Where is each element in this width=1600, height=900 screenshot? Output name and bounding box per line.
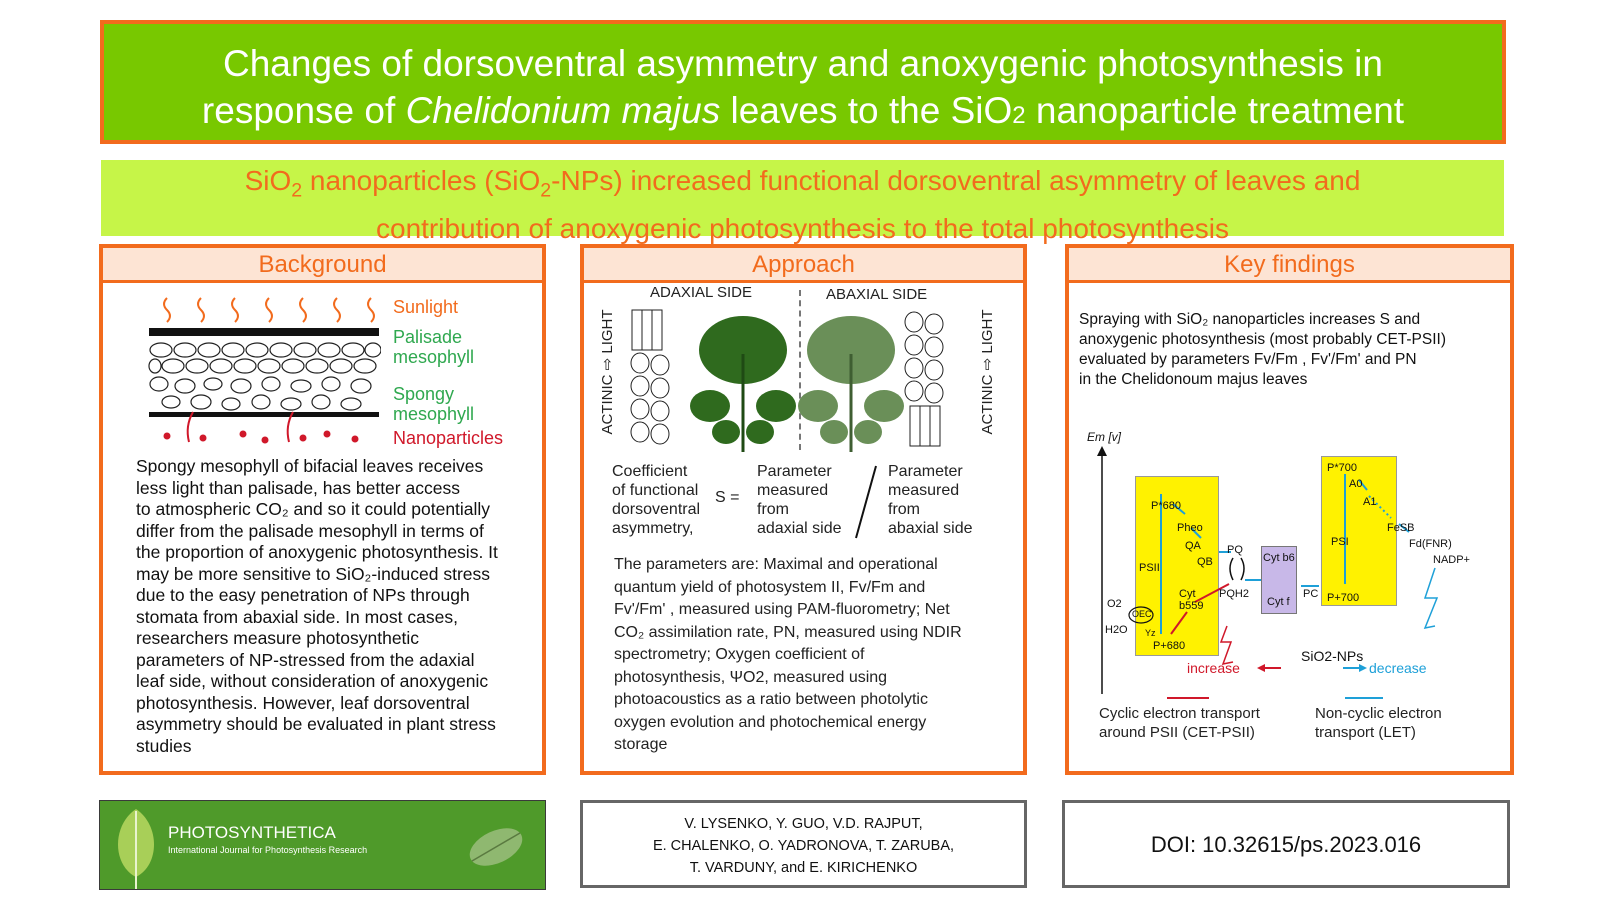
doi-link[interactable]: DOI: 10.32615/ps.2023.016 [1150,832,1422,857]
conclusion-subscript: 2 [540,179,552,202]
actinic-light-label-right: ACTINIC ⇨ LIGHT [979,309,996,435]
text-line: less light than palisade, has better access [136,477,460,498]
adaxial-side-label: ADAXIAL SIDE [650,284,752,301]
label-psii: PSII [1139,562,1160,574]
label-cyt-b6: Cyt b6 [1263,552,1295,564]
background-panel [99,244,546,775]
text-line: photoacoustics as a ratio between photolytic [614,691,928,708]
label-pc: PC [1303,588,1319,600]
poster-title [100,20,1506,144]
title-line-2 [104,87,1502,139]
authors-box [580,800,1027,888]
label-sio2-nps: SiO2-NPs [1301,648,1364,664]
text-line: leaf side, without consideration of anoxygenic [136,671,489,691]
approach-header: Approach [584,248,1023,283]
authors-line: T. VARDUNY, and E. KIRICHENKO [689,860,918,876]
abaxial-side-label: ABAXIAL SIDE [826,286,928,303]
text-line: of functional [612,482,699,499]
legend-text: Cyclic electron transport [1099,705,1260,722]
text-line: may be more sensitive to SiO₂-induced stress [136,563,491,584]
label-increase: increase [1187,660,1240,676]
legend-text: mesophyll [393,404,475,424]
text-line: studies [136,735,192,756]
legend-let [1315,704,1442,742]
authors-line: E. CHALENKO, O. YADRONOVA, T. ZARUBA, [652,838,955,854]
label-yz: Yz [1145,628,1156,638]
text-line: Coefficient [612,463,688,480]
label-p680-star: P*680 [1151,500,1181,512]
title-line-1: Changes of dorsoventral asymmetry and anoxygenic photosynthesis in [223,43,1383,84]
text-line: to atmospheric CO₂ and so it could potentially [136,499,491,519]
leaf-tissue-abaxial [902,308,954,448]
label-fd-fnr: Fd(FNR) [1409,538,1452,550]
doi-box[interactable] [1062,800,1510,888]
label-cyt-f: Cyt f [1267,596,1290,608]
label-p680-plus: P+680 [1153,640,1186,652]
energy-axis-label: Em [v] [1087,430,1122,444]
legend-palisade [393,327,474,367]
label-text: Cyt [1179,588,1196,600]
legend-text: mesophyll [393,347,475,367]
conclusion-text: -NPs) increased functional dorsoventral asymmetry of leaves and [551,165,1361,196]
text-line: photosynthesis, ΨO2, measured using [614,668,888,686]
sunlight-rays [164,298,374,322]
legend-nanoparticles: Nanoparticles [393,428,504,448]
formula-slash [852,462,882,542]
text-line: dorsoventral [612,501,701,518]
label-cyt-b559 [1179,588,1203,612]
label-a1: A1 [1363,496,1377,508]
text-line: due to the easy penetration of NPs through [136,585,470,605]
text-line: adaxial side [757,520,842,537]
background-text [136,456,536,757]
light-text: LIGHT [979,309,996,354]
label-p700-plus: P+700 [1327,592,1360,604]
label-pqh2: PQH2 [1219,588,1249,600]
text-line: Parameter [888,463,963,480]
text-line: CO₂ assimilation rate, PN, measured using NDIR [614,623,962,641]
label-o2: O2 [1107,598,1122,610]
journal-tagline: International Journal for Photosynthesis Research [168,845,368,855]
label-a0: A0 [1349,478,1363,490]
key-findings-text [1079,310,1509,390]
species-name: Chelidonium majus [405,90,721,131]
text-line: measured [888,482,960,499]
text-line: Spongy mesophyll of bifacial leaves receives [136,456,484,476]
nanoparticle-dots [164,431,359,444]
text-line: asymmetry, [612,520,694,537]
key-findings-header: Key findings [1069,248,1510,283]
text-line: stomata from abaxial side. In most cases, [136,606,458,627]
authors-line: V. LYSENKO, Y. GUO, V.D. RAJPUT, [684,816,923,832]
title-text: response of [201,90,406,131]
text-line: measured [757,482,829,499]
label-qb: QB [1197,556,1213,568]
text-line: parameters of NP-stressed from the adaxial [136,649,475,670]
label-qa: QA [1185,540,1201,552]
label-pq: PQ [1227,544,1243,556]
leaf-cross-section-illustration [141,294,381,454]
text-line: from [888,501,920,518]
text-line: differ from the palisade mesophyll in terms of [136,520,484,541]
text-line: quantum yield of photosystem II, Fv/Fm and [614,578,926,596]
text-line: the proportion of anoxygenic photosynthesis. It [136,542,498,562]
formula-denominator [888,462,973,538]
leaf-tissue-adaxial [628,308,680,448]
actinic-text: ACTINIC [599,374,616,435]
z-scheme-diagram [1069,428,1510,758]
label-fesb: FeSB [1387,522,1415,534]
leaf-photo-abaxial [796,314,906,454]
text-line: abaxial side [888,520,973,537]
label-p700-star: P*700 [1327,462,1357,474]
approach-panel [580,244,1027,775]
text-line: Fv'/Fm' , measured using PAM-fluorometry; Net [614,601,950,618]
text-line: asymmetry should be evaluated in plant stress [136,714,496,734]
label-pheo: Pheo [1177,522,1203,534]
conclusion-text: SiO [244,165,292,196]
title-text: nanoparticle treatment [1025,90,1405,131]
text-line: researchers measure photosynthetic [136,628,420,648]
formula-s-equals: S = [715,489,740,506]
text-line: in the Chelidonoum majus leaves [1079,371,1308,388]
label-text: b559 [1179,600,1204,612]
actinic-text: ACTINIC [979,374,996,435]
text-line: photosynthesis. However, leaf dorsoventral [136,692,470,713]
legend-text: Spongy [393,384,455,404]
light-text: LIGHT [599,309,616,354]
legend-text: transport (LET) [1315,724,1416,741]
actinic-light-label-left: ACTINIC ⇨ LIGHT [599,309,616,435]
parameters-text [614,554,1024,757]
legend-text: around PSII (CET-PSII) [1099,724,1255,741]
legend-cet-psii [1099,704,1260,742]
text-line: spectrometry; Oxygen coefficient of [614,646,865,663]
legend-text: Non-cyclic electron [1315,705,1442,722]
legend-spongy [393,384,474,424]
text-line: from [757,501,789,518]
conclusion-subscript: 2 [291,179,303,202]
journal-name: PHOTOSYNTHETICA [168,823,336,842]
leaf-logo-icon [106,805,166,889]
coefficient-label [612,462,700,538]
label-psi: PSI [1331,536,1349,548]
text-line: Parameter [757,463,832,480]
conclusion-text: nanoparticles (SiO [302,165,541,196]
background-header: Background [103,248,542,283]
main-conclusion [101,160,1504,244]
legend-text: Palisade [393,327,463,347]
key-findings-panel [1065,244,1514,775]
text-line: storage [614,736,668,753]
leaf-photo-adaxial [688,314,798,454]
label-h2o: H2O [1105,624,1128,636]
journal-banner [99,800,546,890]
text-line: The parameters are: Maximal and operational [614,556,938,573]
text-line: oxygen evolution and photochemical energy [614,713,927,731]
label-decrease: decrease [1369,660,1427,676]
leaf-decoration-icon [460,821,546,890]
legend-sunlight: Sunlight [393,297,459,317]
text-line: Spraying with SiO₂ nanoparticles increases S and [1079,311,1421,328]
title-subscript: 2 [1012,102,1026,129]
conclusion-line-2: contribution of anoxygenic photosynthesis to the total photosynthesis [376,212,1229,244]
conclusion-line-1 [101,162,1504,210]
text-line: anoxygenic photosynthesis (most probably CET-PSII) [1079,331,1447,348]
formula-numerator [757,462,842,538]
text-line: evaluated by parameters Fv/Fm , Fv'/Fm' and PN [1079,351,1417,368]
label-nadp: NADP+ [1433,554,1470,566]
label-oec: OEC [1132,609,1152,619]
title-text: leaves to the SiO [720,90,1013,131]
